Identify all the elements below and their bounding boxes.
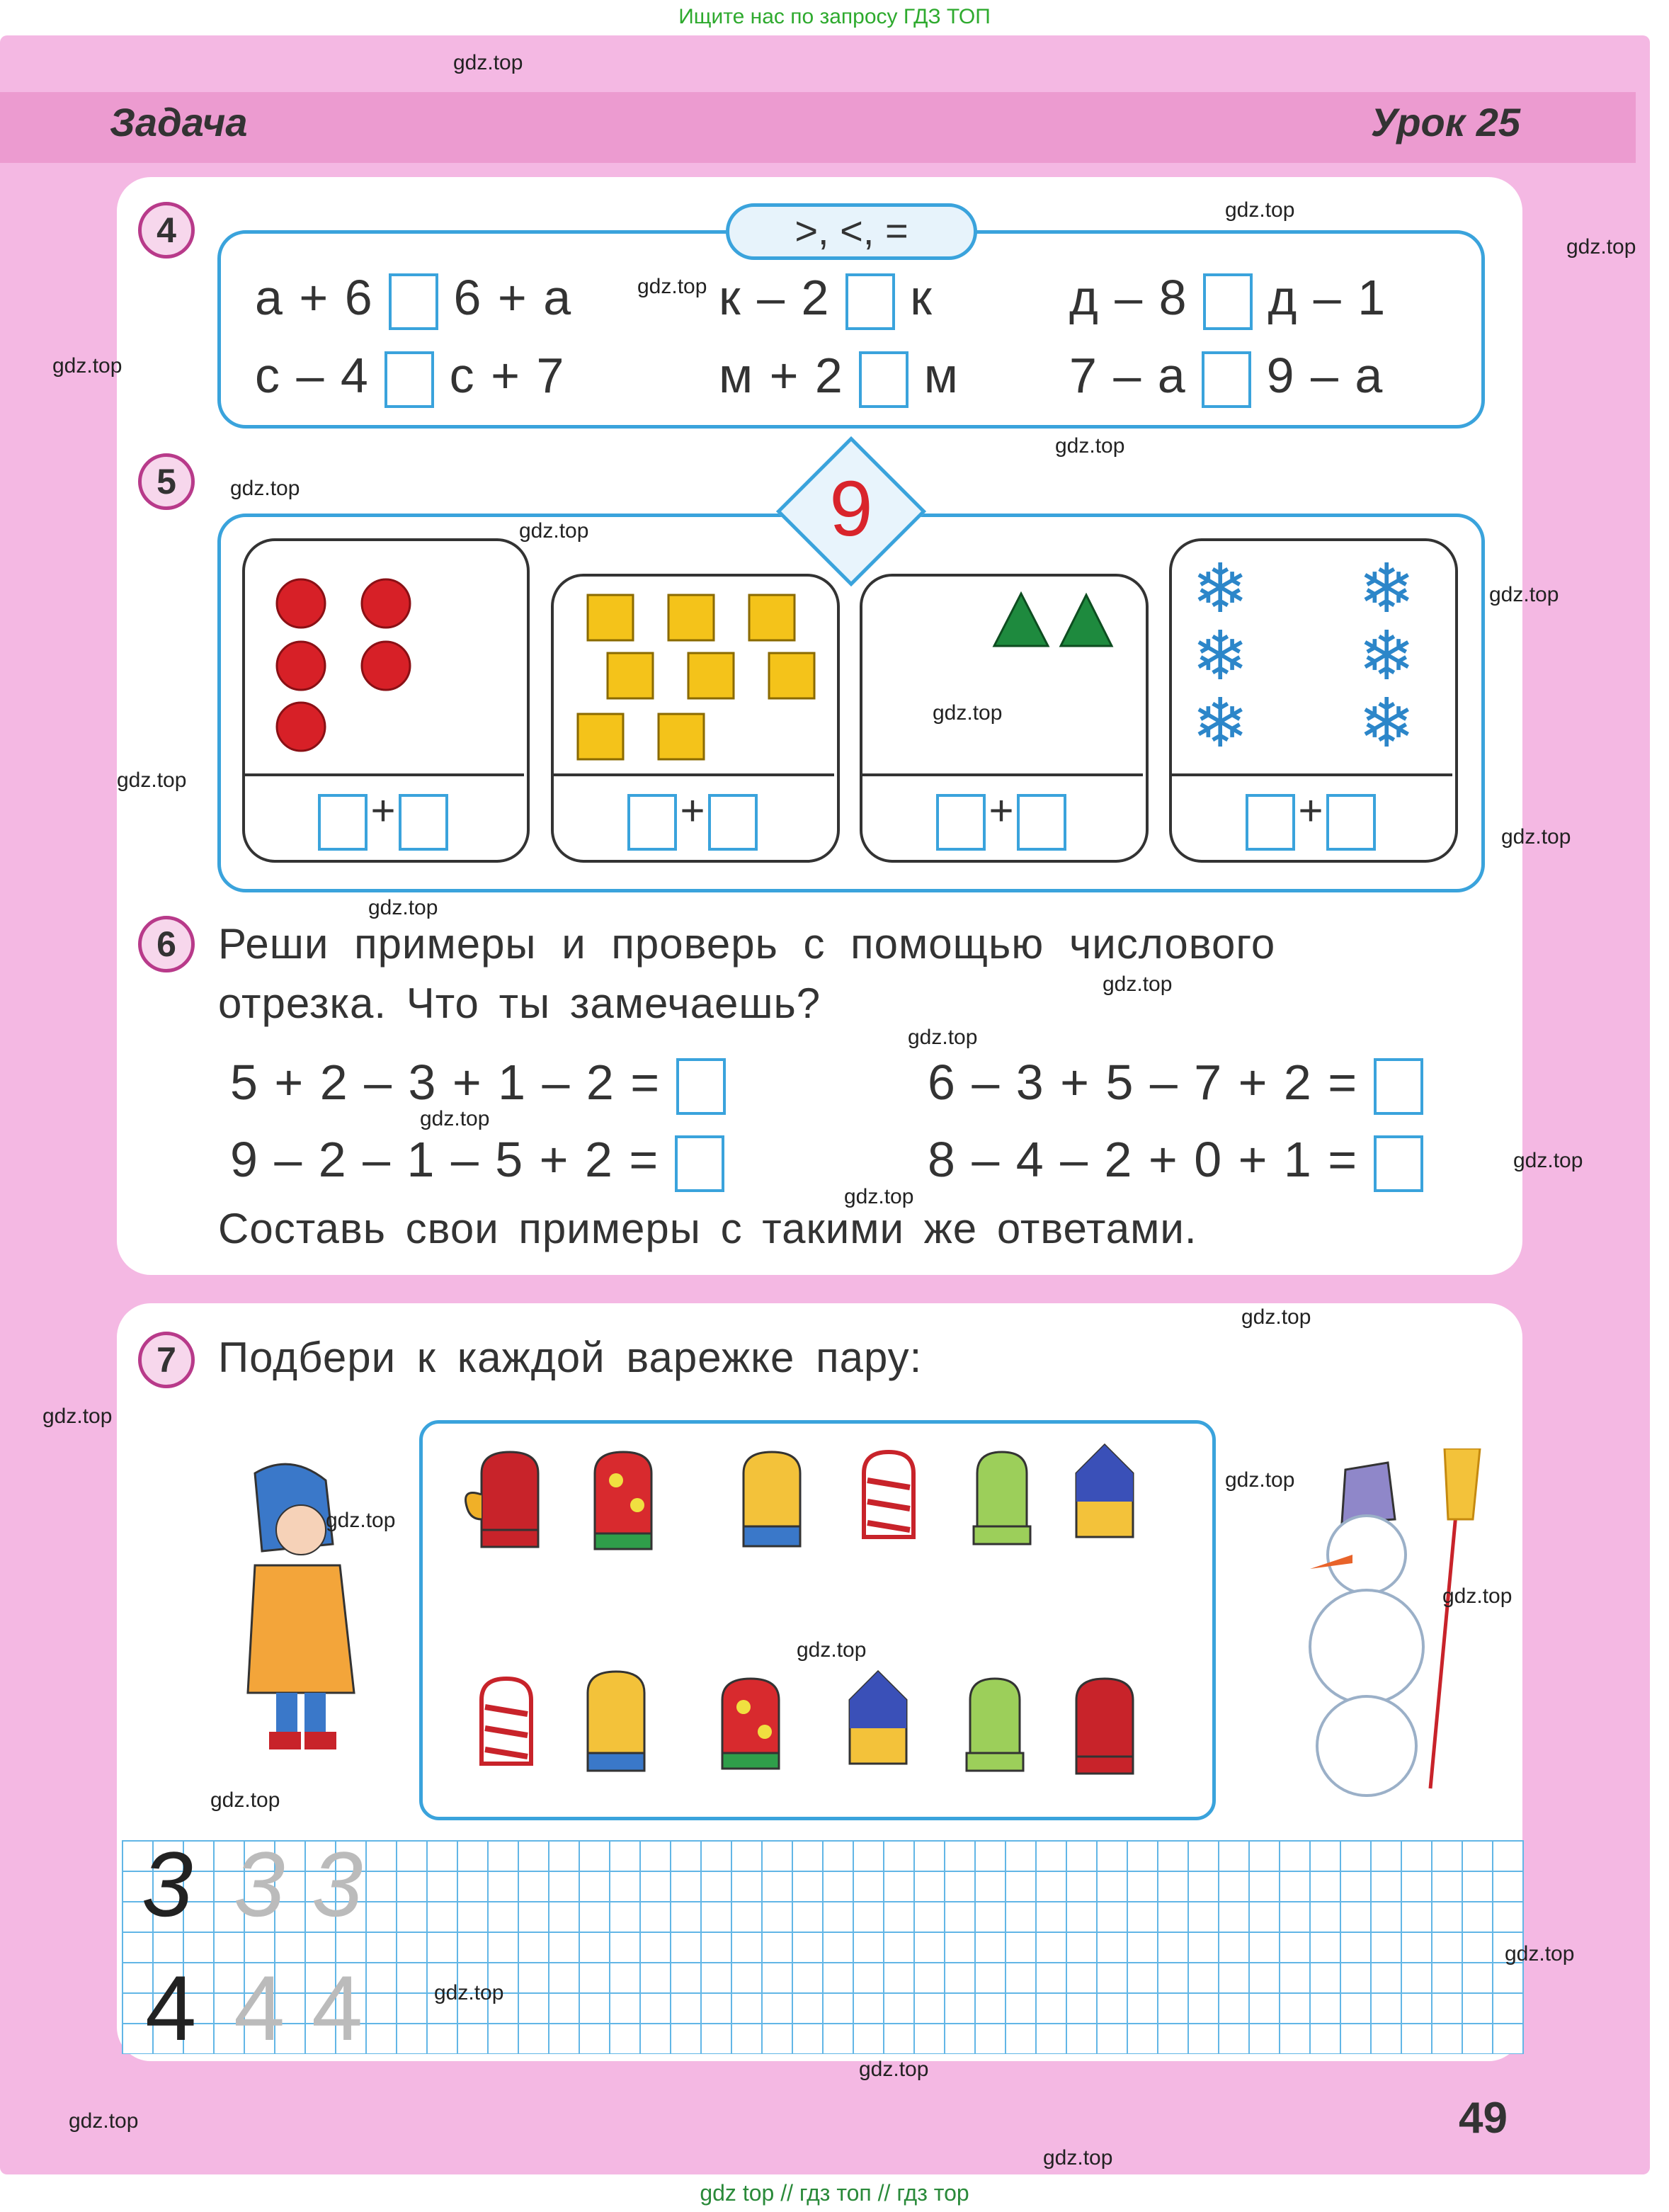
watermark: gdz.top <box>1103 972 1173 996</box>
compare-signs-badge: >, <, = <box>726 203 977 260</box>
watermark: gdz.top <box>797 1638 867 1662</box>
compare-left: 7 – а <box>1069 348 1187 403</box>
watermark: gdz.top <box>1055 434 1125 458</box>
example-row <box>928 1131 1423 1192</box>
watermark: gdz.top <box>519 519 589 543</box>
mittens-row-top <box>453 1438 1190 1579</box>
watermark: gdz.top <box>1489 583 1559 606</box>
watermark: gdz.top <box>844 1185 914 1208</box>
watermark: gdz.top <box>908 1026 978 1049</box>
plus-sign: + <box>370 787 396 834</box>
answer-box[interactable] <box>676 1058 726 1115</box>
watermark: gdz.top <box>859 2058 929 2081</box>
compare-right: 6 + а <box>453 270 573 325</box>
answer-box[interactable] <box>389 273 438 330</box>
mitten-icon <box>850 1672 906 1764</box>
answer-box[interactable] <box>1202 351 1251 408</box>
watermark: gdz.top <box>210 1788 280 1812</box>
watermark: gdz.top <box>69 2109 139 2133</box>
header-topic: Задача <box>110 100 248 144</box>
panel-divider <box>862 773 1143 776</box>
mitten-icon <box>1076 1445 1133 1537</box>
addition-row <box>1169 786 1452 851</box>
watermark: gdz.top <box>1442 1584 1513 1608</box>
watermark: gdz.top <box>420 1107 490 1130</box>
compare-right: с + 7 <box>449 348 566 403</box>
mitten-icon <box>1076 1679 1133 1774</box>
snowflake-icon: ❄ <box>1192 686 1249 761</box>
watermark: gdz.top <box>230 477 300 500</box>
yellow-squares-group <box>551 574 834 772</box>
compare-left: а + 6 <box>255 270 374 325</box>
green-triangle <box>994 594 1048 646</box>
copy-digit: 3 <box>142 1832 193 1936</box>
copy-digit-trace: 4 <box>312 1956 363 2060</box>
answer-box[interactable] <box>859 351 908 408</box>
example-expression: 6 – 3 + 5 – 7 + 2 = <box>928 1055 1359 1110</box>
yellow-square <box>769 653 814 698</box>
snowflake-icon: ❄ <box>1358 551 1415 627</box>
task6-instruction-line2: отрезка. Что ты замечаешь? <box>218 980 821 1027</box>
answer-box[interactable] <box>399 794 448 851</box>
answer-box[interactable] <box>385 351 434 408</box>
plus-sign: + <box>1298 787 1323 834</box>
task-number-6: 6 <box>138 916 195 972</box>
panel-divider <box>554 773 834 776</box>
bottom-banner[interactable]: gdz top // гдз топ // гдз тор <box>0 2174 1669 2212</box>
answer-box[interactable] <box>318 794 368 851</box>
plus-sign: + <box>680 787 705 834</box>
task7-instruction: Подбери к каждой варежке пару: <box>218 1334 923 1381</box>
green-triangles-group <box>860 574 1143 772</box>
yellow-square <box>659 714 704 759</box>
snowflake-icon: ❄ <box>1358 686 1415 761</box>
answer-box[interactable] <box>845 273 895 330</box>
mitten-icon <box>974 1452 1030 1544</box>
mitten-icon <box>967 1679 1023 1771</box>
answer-box[interactable] <box>627 794 677 851</box>
answer-box[interactable] <box>708 794 758 851</box>
answer-box[interactable] <box>936 794 986 851</box>
red-circle <box>362 579 410 628</box>
snowman-illustration <box>1268 1448 1501 1803</box>
green-triangle <box>1061 595 1112 646</box>
yellow-square <box>688 653 734 698</box>
red-circles-group <box>242 538 524 772</box>
compare-left: м + 2 <box>719 348 844 403</box>
watermark: gdz.top <box>368 896 438 919</box>
addition-row <box>242 786 524 851</box>
red-circle <box>277 703 325 751</box>
watermark: gdz.top <box>52 354 123 378</box>
watermark: gdz.top <box>1513 1149 1583 1172</box>
watermark: gdz.top <box>637 275 707 298</box>
mitten-icon <box>744 1452 800 1546</box>
red-circle <box>277 642 325 690</box>
addition-row <box>860 786 1143 851</box>
watermark: gdz.top <box>42 1405 113 1428</box>
yellow-square <box>749 595 794 640</box>
mitten-icon <box>466 1452 539 1547</box>
compare-left: д – 8 <box>1069 270 1188 325</box>
red-circle <box>277 579 325 628</box>
plus-sign: + <box>989 787 1014 834</box>
compare-right: к <box>910 270 933 325</box>
compare-item <box>255 347 565 408</box>
watermark: gdz.top <box>453 51 523 74</box>
example-expression: 9 – 2 – 1 – 5 + 2 = <box>230 1132 660 1187</box>
compare-right: м <box>923 348 959 403</box>
panel-divider <box>245 773 524 776</box>
watermark: gdz.top <box>1566 235 1636 259</box>
task-number-5: 5 <box>138 453 195 510</box>
answer-box[interactable] <box>675 1135 724 1192</box>
watermark: gdz.top <box>933 701 1003 725</box>
watermark: gdz.top <box>117 768 187 792</box>
compare-item <box>255 269 572 330</box>
example-expression: 8 – 4 – 2 + 0 + 1 = <box>928 1132 1359 1187</box>
watermark: gdz.top <box>1225 1468 1295 1492</box>
watermark: gdz.top <box>326 1509 396 1532</box>
example-row <box>230 1131 724 1192</box>
watermark: gdz.top <box>1043 2146 1113 2170</box>
task6-instruction-line1: Реши примеры и проверь с помощью числового <box>218 920 1276 968</box>
watermark: gdz.top <box>1241 1305 1311 1329</box>
top-banner[interactable]: Ищите нас по запросу ГДЗ ТОП <box>0 0 1669 35</box>
compare-right: 9 – а <box>1266 348 1384 403</box>
compare-left: к – 2 <box>719 270 831 325</box>
compare-item <box>1069 269 1386 330</box>
watermark: gdz.top <box>1225 198 1295 222</box>
yellow-square <box>578 714 623 759</box>
compare-item <box>719 269 933 330</box>
answer-box[interactable] <box>1326 794 1376 851</box>
watermark: gdz.top <box>1505 1942 1575 1966</box>
mitten-icon <box>588 1672 644 1771</box>
target-number: 9 <box>829 465 873 552</box>
compare-left: с – 4 <box>255 348 370 403</box>
header-lesson: Урок 25 <box>1370 100 1520 144</box>
mitten-icon <box>482 1679 531 1764</box>
compare-item <box>1069 347 1384 408</box>
answer-box[interactable] <box>1374 1135 1423 1192</box>
task-number-7: 7 <box>138 1332 195 1388</box>
watermark: gdz.top <box>434 1981 504 2004</box>
panel-divider <box>1172 773 1452 776</box>
copy-digit-trace: 3 <box>312 1832 363 1936</box>
copy-digit-trace: 4 <box>234 1956 285 2060</box>
example-expression: 5 + 2 – 3 + 1 – 2 = <box>230 1055 661 1110</box>
yellow-square <box>608 653 653 698</box>
mitten-icon <box>722 1679 779 1769</box>
mittens-row-bottom <box>453 1664 1190 1806</box>
compare-right: д – 1 <box>1268 270 1387 325</box>
red-circle <box>362 642 410 690</box>
yellow-square <box>668 595 714 640</box>
copy-digit: 4 <box>145 1956 197 2060</box>
task-number-4: 4 <box>138 202 195 259</box>
yellow-square <box>588 595 633 640</box>
example-row <box>928 1054 1423 1115</box>
snowflake-icon: ❄ <box>1358 618 1415 694</box>
watermark: gdz.top <box>1501 825 1571 849</box>
addition-row <box>551 786 834 851</box>
girl-illustration <box>212 1459 375 1771</box>
answer-box[interactable] <box>1374 1058 1423 1115</box>
snowflake-icon: ❄ <box>1192 551 1249 627</box>
mitten-icon <box>595 1452 651 1549</box>
answer-box[interactable] <box>1017 794 1066 851</box>
page-number: 49 <box>1459 2094 1508 2143</box>
example-row <box>230 1054 726 1115</box>
answer-box[interactable] <box>1203 273 1253 330</box>
answer-box[interactable] <box>1246 794 1295 851</box>
mitten-icon <box>864 1452 913 1537</box>
compare-item <box>719 347 959 408</box>
snowflake-icon: ❄ <box>1192 618 1249 694</box>
task6-instruction-line3: Составь свои примеры с такими же ответами. <box>218 1205 1197 1252</box>
copy-digit-trace: 3 <box>234 1832 285 1936</box>
